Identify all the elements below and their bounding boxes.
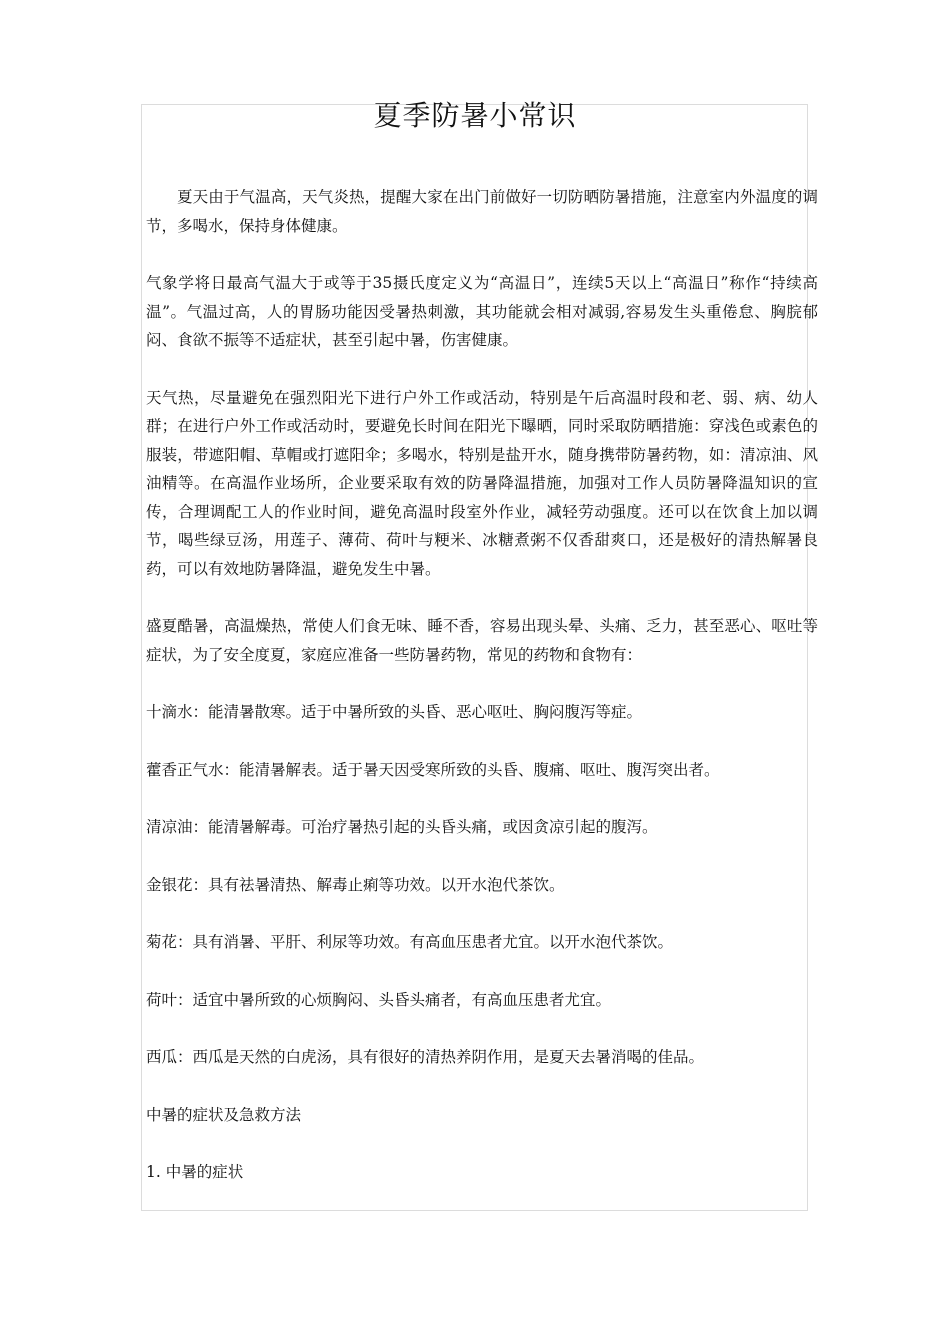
list-item-huoxiang: 藿香正气水：能清暑解表。适于暑天因受寒所致的头昏、腹痛、呕吐、腹泻突出者。 <box>146 760 720 779</box>
subsection-heading-symptoms: 1. 中暑的症状 <box>146 1163 244 1181</box>
paragraph-intro: 夏天由于气温高，天气炎热，提醒大家在出门前做好一切防晒防暑措施，注意室内外温度的调节，多喝水，保持身体健康。 <box>146 188 818 235</box>
document-body <box>146 183 818 1187</box>
paragraph-medicine-intro: 盛夏酷暑，高温燥热，常使人们食无味、睡不香，容易出现头晕、头痛、乏力，甚至恶心、呕吐等症状，为了安全度夏，家庭应准备一些防暑药物，常见的药物和食物有： <box>146 617 818 664</box>
document-title: 夏季防暑小常识 <box>373 99 577 132</box>
list-item-shidishui: 十滴水：能清暑散寒。适于中暑所致的头昏、恶心呕吐、胸闷腹泻等症。 <box>146 703 643 721</box>
list-item-jinyinhua: 金银花：具有祛暑清热、解毒止痢等功效。以开水泡代茶饮。 <box>146 875 565 894</box>
paragraph-high-temperature-definition: 气象学将日最高气温大于或等于35摄氏度定义为“高温日”，连续5天以上“高温日”称作“持续高温”。气温过高，人的胃肠功能因受暑热刺激，其功能就会相对减弱,容易发生头重倦怠、胸脘郁闷、食欲不振等不适症状，甚至引起中暑，伤害健康。 <box>146 274 818 349</box>
paragraph-prevention-advice: 天气热，尽量避免在强烈阳光下进行户外工作或活动，特别是午后高温时段和老、弱、病、幼人群；在进行户外工作或活动时，要避免长时间在阳光下曝晒，同时采取防晒措施：穿浅色或素色的服装，带遮阳帽、草帽或打遮阳伞；多喝水，特别是盐开水，随身携带防暑药物，如：清凉油、风油精等。在高温作业场所，企业要采取有效的防暑降温措施，加强对工作人员防暑降温知识的宣传，合理调配工人的作业时间，避免高温时段室外作业，减轻劳动强度。还可以在饮食上加以调节，喝些绿豆汤，用莲子、薄荷、荷叶与粳米、冰糖煮粥不仅香甜爽口，还是极好的清热解暑良药，可以有效地防暑降温，避免发生中暑。 <box>146 388 818 578</box>
section-heading-heatstroke: 中暑的症状及急救方法 <box>146 1105 302 1124</box>
list-item-qingliangyou: 清凉油：能清暑解毒。可治疗暑热引起的头昏头痛，或因贪凉引起的腹泻。 <box>146 818 658 836</box>
list-item-xigua: 西瓜：西瓜是天然的白虎汤，具有很好的清热养阴作用，是夏天去暑消喝的佳品。 <box>146 1048 705 1066</box>
list-item-juhua: 菊花：具有消暑、平肝、利尿等功效。有高血压患者尤宜。以开水泡代茶饮。 <box>146 933 674 951</box>
list-item-heye: 荷叶：适宜中暑所致的心烦胸闷、头昏头痛者，有高血压患者尤宜。 <box>146 990 612 1009</box>
